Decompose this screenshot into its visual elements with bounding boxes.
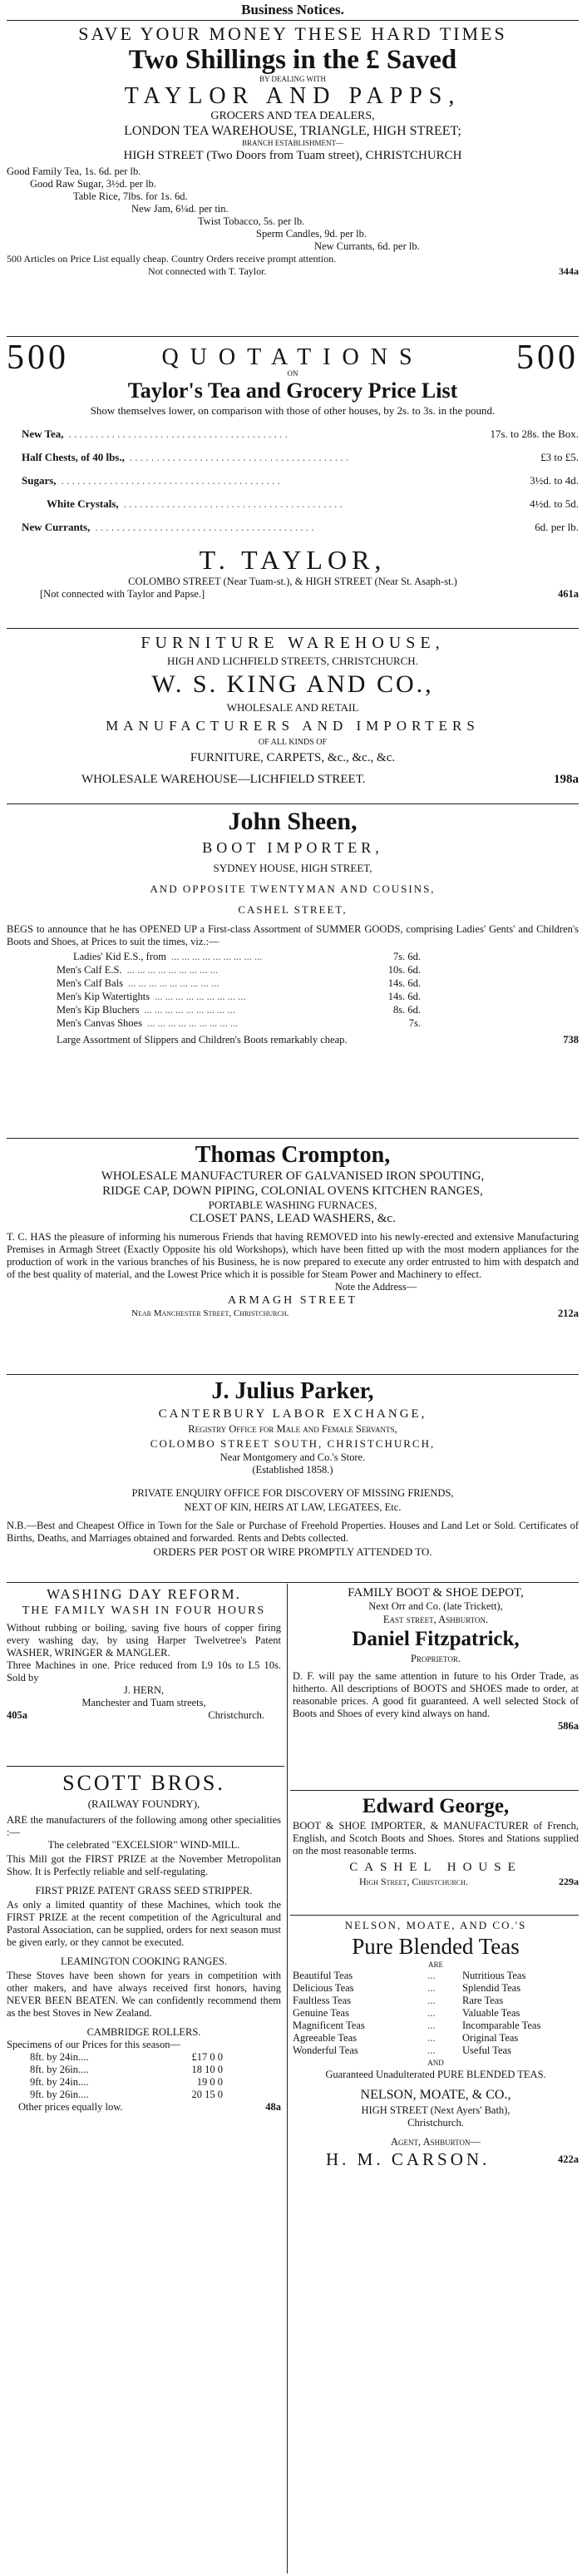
- ad-line: BY DEALING WITH: [259, 75, 326, 83]
- page-header: Business Notices.: [241, 2, 344, 17]
- ad-name: Daniel Fitzpatrick,: [352, 1628, 520, 1650]
- ad-line: Not connected with T. Taylor.: [148, 265, 267, 277]
- divider: [7, 20, 579, 21]
- divider: [7, 1766, 284, 1767]
- price-row: [22, 492, 579, 516]
- divider: [7, 628, 579, 629]
- item-price: 20 15 0: [191, 2089, 223, 2100]
- tea-item: Nutritious Teas: [462, 1970, 526, 1981]
- price-row: [22, 469, 579, 492]
- ad-title: FAMILY BOOT & SHOE DEPOT,: [348, 1586, 524, 1599]
- ad-body: BOOT & SHOE IMPORTER, & MANUFACTURER of French, English, and Scotch Boots and Shoes. Stores and Stations supplied on the most reasonable terms.: [293, 1820, 579, 1857]
- ad-line: Note the Address—: [334, 1281, 417, 1293]
- ad-line: MANUFACTURERS AND IMPORTERS: [106, 718, 480, 734]
- price-line: Sperm Candles, 9d. per lb.: [256, 228, 367, 240]
- quote-number: 500: [516, 339, 579, 377]
- price-table: [7, 950, 579, 1030]
- ad-code: 461a: [558, 588, 579, 600]
- ad-line: J. HERN,: [123, 1684, 165, 1696]
- ad-scott: [7, 1770, 281, 2114]
- item-price: 4½d. to 5d.: [530, 497, 579, 510]
- ad-line: CASHEL HOUSE: [349, 1861, 522, 1874]
- ad-line: Proprietor.: [411, 1653, 461, 1664]
- ad-line: SAVE YOUR MONEY THESE HARD TIMES: [78, 23, 507, 44]
- price-row: [57, 950, 421, 963]
- price-line: Twist Tobacco, 5s. per lb.: [198, 215, 305, 227]
- ad-name: H. M. CARSON.: [326, 2149, 491, 2169]
- ad-line: CAMBRIDGE ROLLERS.: [86, 2026, 201, 2038]
- ad-line: WHOLESALE AND RETAIL: [226, 701, 359, 714]
- ad-code: 229a: [559, 1876, 579, 1887]
- ad-line: OF ALL KINDS OF: [258, 738, 328, 747]
- quote-number: 500: [7, 339, 69, 377]
- ad-line: Specimens of our Prices for this season—: [7, 2039, 180, 2050]
- ad-taylor-papps: [7, 23, 579, 278]
- ad-line: AND: [427, 2059, 444, 2067]
- ad-body: N.B.—Best and Cheapest Office in Town for the Sale or Purchase of Freehold Properties. Houses and Land Let or Sold. Certificates of Births, Deaths, and Marriages obtained and forwarded. Rents and Debts collected.: [7, 1520, 579, 1544]
- tea-item: Magnificent Teas: [293, 2020, 365, 2031]
- item-price: 18 10 0: [191, 2064, 223, 2075]
- price-row: [22, 446, 579, 469]
- ad-line: ON: [287, 369, 298, 378]
- ad-body: Without rubbing or boiling, saving five hours of copper firing every washing day, by using Harper Twelvetree's Patent WASHER, WRINGER & MANGLER.: [7, 1622, 281, 1659]
- divider: [7, 336, 579, 337]
- ad-body: BEGS to announce that he has OPENED UP a First-class Assortment of SUMMER GOODS, comprising Ladies' Gents' and Children's Boots and Shoes, at Prices to suit the times, viz.:—: [7, 923, 579, 947]
- ad-line: NEXT OF KIN, HEIRS AT LAW, LEGATEES, Etc.: [184, 1501, 402, 1513]
- ad-line: RIDGE CAP, DOWN PIPING, COLONIAL OVENS KITCHEN RANGES,: [102, 1184, 483, 1198]
- ad-line: [Not connected with Taylor and Papse.]: [40, 588, 205, 600]
- price-row: [30, 2089, 223, 2101]
- leader-dots: ... ... ... ... ... ... ... ... ...: [126, 964, 219, 976]
- divider: [7, 1138, 579, 1139]
- ad-line: AND OPPOSITE TWENTYMAN AND COUSINS,: [150, 883, 436, 895]
- price-row: [57, 1003, 421, 1016]
- item-name: New Tea,: [22, 428, 64, 440]
- ad-line: PRIVATE ENQUIRY OFFICE FOR DISCOVERY OF MISSING FRIENDS,: [131, 1487, 454, 1499]
- leader-dots: . . . . . . . . . . . . . . . . . . . . . . . . . . . . . . . . . . . . . . . . .: [95, 521, 314, 533]
- price-row: [57, 963, 421, 977]
- ad-line: FURNITURE, CARPETS, &c., &c., &c.: [190, 751, 396, 764]
- ad-line: FURNITURE WAREHOUSE,: [141, 634, 445, 652]
- price-row: [57, 1016, 421, 1030]
- price-line: Table Rice, 7lbs. for 1s. 6d.: [73, 190, 188, 202]
- price-line: New Currants, 6d. per lb.: [314, 240, 420, 252]
- divider: [290, 1790, 579, 1791]
- tea-item: Genuine Teas: [293, 2007, 349, 2019]
- ad-code: 738: [563, 1034, 579, 1046]
- tea-item: Wonderful Teas: [293, 2044, 358, 2056]
- ad-name: Edward George,: [362, 1795, 510, 1817]
- ad-nelson: [293, 1918, 579, 2169]
- ad-line: Manchester and Tuam streets,: [81, 1697, 206, 1708]
- leader-dots: ... ... ... ... ... ... ... ... ...: [155, 991, 246, 1002]
- item-name: Men's Kip Bluchers: [57, 1004, 140, 1016]
- divider: [290, 1915, 579, 1916]
- ad-line: CLOSET PANS, LEAD WASHERS, &c.: [190, 1212, 396, 1225]
- item-name: Men's Calf Bals: [57, 977, 124, 989]
- ad-line: WHOLESALE MANUFACTURER OF GALVANISED IRON SPOUTING,: [101, 1169, 485, 1183]
- item-name: 8ft. by 24in....: [30, 2051, 89, 2063]
- price-row: [30, 2051, 223, 2064]
- ad-code: 198a: [554, 773, 579, 786]
- item-name: White Crystals,: [47, 497, 119, 510]
- ad-body: D. F. will pay the same attention in future to his Order Trade, as hitherto. All descriptions of BOOTS and SHOES made to order, at reasonable prices. A good fit guaranteed. A well selected Stock of Boots and Shoes of every kind always on hand.: [293, 1670, 579, 1719]
- tea-item: Splendid Teas: [462, 1982, 521, 1994]
- ad-name: W. S. KING AND CO.,: [151, 670, 434, 698]
- item-price: £17 0 0: [191, 2051, 223, 2063]
- tea-item: Agreeable Teas: [293, 2032, 357, 2044]
- ad-name: TAYLOR AND PAPPS,: [124, 83, 461, 109]
- price-row: [30, 2064, 223, 2076]
- ad-title: WASHING DAY REFORM.: [47, 1586, 241, 1602]
- price-row: [22, 423, 579, 446]
- tea-item: Valuable Teas: [462, 2007, 520, 2019]
- price-list: [7, 166, 579, 253]
- leader-dots: ... ... ... ... ... ... ... ... ...: [144, 1004, 235, 1016]
- ad-code: 405a: [7, 1709, 27, 1721]
- item-name: Men's Kip Watertights: [57, 991, 150, 1002]
- ad-line: ARE: [428, 1960, 443, 1969]
- ad-line: SYDNEY HOUSE, HIGH STREET,: [213, 862, 372, 874]
- ad-line: HIGH STREET (Two Doors from Tuam street), CHRISTCHURCH: [123, 149, 462, 162]
- item-price: 17s. to 28s. the Box.: [490, 428, 579, 440]
- leader-dots: ... ... ... ... ... ... ... ... ...: [170, 951, 263, 962]
- item-price: £3 to £5.: [540, 451, 579, 463]
- ad-george: [293, 1793, 579, 1888]
- ad-line: 500 Articles on Price List equally cheap. Country Orders receive prompt attention.: [7, 253, 337, 265]
- ad-washing: [7, 1585, 281, 1722]
- ad-sheen: [7, 807, 579, 1046]
- price-row: [22, 516, 579, 539]
- ad-name: J. Julius Parker,: [211, 1378, 374, 1404]
- item-name: Ladies' Kid E.S., from: [73, 951, 166, 962]
- ad-line: Guaranteed Unadulterated PURE BLENDED TEAS.: [325, 2069, 546, 2080]
- ad-headline: Taylor's Tea and Grocery Price List: [127, 378, 458, 403]
- ad-line: COLOMBO STREET SOUTH, CHRISTCHURCH,: [150, 1437, 436, 1450]
- ad-name: SCOTT BROS.: [62, 1771, 225, 1795]
- price-table: [7, 423, 579, 539]
- item-price: 14s. 6d.: [387, 991, 421, 1002]
- price-row: [57, 990, 421, 1003]
- tea-list: [293, 1970, 579, 2057]
- ad-line: (RAILWAY FOUNDRY),: [87, 1797, 200, 1810]
- ad-line: Other prices equally low.: [18, 2101, 123, 2113]
- ad-parker: [7, 1377, 579, 1559]
- tea-list-right: [462, 1970, 579, 2057]
- ad-body: Three Machines in one. Price reduced from L9 10s to L5 10s. Sold by: [7, 1659, 281, 1684]
- price-line: New Jam, 6¼d. per tin.: [131, 203, 229, 215]
- price-row: [30, 2076, 223, 2089]
- ad-line: BOOT IMPORTER,: [202, 839, 383, 856]
- price-row: [57, 977, 421, 990]
- ad-line: PORTABLE WASHING FURNACES,: [208, 1199, 377, 1211]
- item-name: 9ft. by 24in....: [30, 2076, 89, 2088]
- ad-line: GROCERS AND TEA DEALERS,: [210, 110, 375, 122]
- ad-name: John Sheen,: [228, 808, 358, 835]
- leader-dots: . . . . . . . . . . . . . . . . . . . . . . . . . . . . . . . . . . . . . . . . .: [68, 428, 288, 440]
- ad-title: NELSON, MOATE, AND CO.'S: [344, 1919, 527, 1931]
- ad-line: ARMAGH STREET: [227, 1294, 358, 1307]
- ad-line: Show themselves lower, on comparison with those of other houses, by 2s. to 3s. in the pound.: [90, 404, 496, 417]
- item-price: 8s. 6d.: [393, 1004, 421, 1016]
- ad-line: Large Assortment of Slippers and Children's Boots remarkably cheap.: [57, 1034, 348, 1046]
- tea-list-dots: ... ... ... ... ... ... ...: [427, 1970, 436, 2056]
- ad-body: This Mill got the FIRST PRIZE at the November Metropolitan Show. It is Perfectly reliable and self-regulating.: [7, 1853, 281, 1877]
- ad-line: Christchurch.: [208, 1709, 264, 1721]
- ad-headline: Pure Blended Teas: [352, 1934, 520, 1959]
- item-name: 8ft. by 26in....: [30, 2064, 89, 2075]
- ad-line: FIRST PRIZE PATENT GRASS SEED STRIPPER.: [35, 1885, 253, 1896]
- ad-name: T. TAYLOR,: [199, 545, 387, 575]
- ad-line: LONDON TEA WAREHOUSE, TRIANGLE, HIGH STREET;: [124, 124, 461, 138]
- ad-code: 422a: [558, 2153, 579, 2165]
- price-line: Good Raw Sugar, 3½d. per lb.: [30, 178, 156, 190]
- item-price: 7s. 6d.: [393, 951, 421, 962]
- item-price: 19 0 0: [196, 2076, 223, 2088]
- leader-dots: . . . . . . . . . . . . . . . . . . . . . . . . . . . . . . . . . . . . . . . . .: [123, 497, 343, 510]
- ad-king: [7, 632, 579, 789]
- ad-line: Christchurch.: [407, 2117, 464, 2129]
- ad-line: Near Montgomery and Co.'s Store.: [219, 1451, 366, 1463]
- item-name: Sugars,: [22, 474, 57, 487]
- leader-dots: . . . . . . . . . . . . . . . . . . . . . . . . . . . . . . . . . . . . . . . . .: [61, 474, 280, 487]
- ad-line: ORDERS PER POST OR WIRE PROMPTLY ATTENDED TO.: [153, 1545, 432, 1558]
- item-name: 9ft. by 26in....: [30, 2089, 89, 2100]
- tea-item: Faultless Teas: [293, 1995, 352, 2006]
- item-name: New Currants,: [22, 521, 91, 533]
- quote-heading: QUOTATIONS: [161, 344, 424, 370]
- ad-headline: Two Shillings in the £ Saved: [128, 45, 457, 75]
- item-name: Men's Canvas Shoes: [57, 1017, 142, 1029]
- leader-dots: . . . . . . . . . . . . . . . . . . . . . . . . . . . . . . . . . . . . . . . . .: [129, 451, 349, 463]
- ad-line: BRANCH ESTABLISHMENT—: [241, 139, 344, 147]
- item-price: 7s.: [408, 1017, 421, 1029]
- item-price: 3½d. to 4d.: [530, 474, 579, 487]
- ad-fitzpatrick: [293, 1585, 579, 1733]
- price-line: Good Family Tea, 1s. 6d. per lb.: [7, 166, 141, 177]
- ad-body: As only a limited quantity of these Machines, which took the FIRST PRIZE at the recent competition of the Agricultural and Pastoral Association, can be supplied, orders for next season must be given early, or they cannot be executed.: [7, 1899, 281, 1948]
- tea-list-left: [293, 1970, 426, 2057]
- ad-line: (Established 1858.): [252, 1464, 333, 1476]
- item-name: Half Chests, of 40 lbs.,: [22, 451, 125, 463]
- ad-line: WHOLESALE WAREHOUSE—LICHFIELD STREET.: [81, 773, 366, 786]
- ad-code: 212a: [558, 1308, 579, 1319]
- ad-line: COLOMBO STREET (Near Tuam-st.), & HIGH STREET (Near St. Asaph-st.): [128, 576, 457, 587]
- ad-line: CANTERBURY LABOR EXCHANGE,: [158, 1407, 427, 1421]
- ad-line: HIGH AND LICHFIELD STREETS, CHRISTCHURCH.: [167, 655, 418, 667]
- ad-body: ARE the manufacturers of the following among other specialities :—: [7, 1814, 281, 1838]
- item-price: 14s. 6d.: [387, 977, 421, 989]
- column-divider: [287, 1584, 288, 2574]
- divider: [7, 803, 579, 804]
- ad-name: NELSON, MOATE, & CO.,: [360, 2088, 511, 2102]
- ad-code: 344a: [559, 265, 579, 277]
- ad-line: LEAMINGTON COOKING RANGES.: [60, 1955, 228, 1967]
- ad-line: Registry Office for Male and Female Servants,: [188, 1423, 397, 1435]
- tea-item: Delicious Teas: [293, 1982, 354, 1994]
- ad-line: Near Manchester Street, Christchurch.: [131, 1308, 289, 1318]
- item-price: 10s. 6d.: [387, 964, 421, 976]
- ad-line: The celebrated "EXCELSIOR" WIND-MILL.: [47, 1839, 240, 1851]
- ad-line: CASHEL STREET,: [238, 903, 348, 916]
- ad-taylor-price-list: [7, 339, 579, 601]
- leader-dots: ... ... ... ... ... ... ... ... ...: [146, 1017, 239, 1029]
- leader-dots: ... ... ... ... ... ... ... ... ...: [128, 977, 219, 989]
- ad-line: Next Orr and Co. (late Trickett),: [368, 1600, 503, 1612]
- ad-code: 586a: [558, 1720, 579, 1732]
- ad-body: T. C. HAS the pleasure of informing his numerous Friends that having REMOVED into his newly-erected and extensive Manufacturing Premises in Armagh Street (Exactly Opposite his old Workshops), which have been fitted up with the most modern appliances for the production of work in the various branches of his Business, he is now prepared to execute any order entrusted to him with despatch and of the best quality of material, and the Lowest Price which it is possible for Steam Power and Machinery to effect.: [7, 1231, 579, 1280]
- tea-item: Useful Teas: [462, 2044, 511, 2056]
- ad-line: East street, Ashburton.: [382, 1614, 489, 1625]
- ad-line: Agent, Ashburton—: [391, 2136, 481, 2148]
- tea-item: Incomparable Teas: [462, 2020, 541, 2031]
- ad-crompton: [7, 1141, 579, 1320]
- price-table: [7, 2051, 281, 2101]
- tea-item: Beautiful Teas: [293, 1970, 353, 1981]
- ad-code: 48a: [265, 2101, 281, 2113]
- tea-item: Original Teas: [462, 2032, 519, 2044]
- ad-body: These Stoves have been shown for years in competition with other makers, and have always received first honors, having NEVER BEEN BEATEN. We can confidently recommend them as the best Stoves in New Zealand.: [7, 1970, 281, 2019]
- tea-item: Rare Teas: [462, 1995, 504, 2006]
- item-name: Men's Calf E.S.: [57, 964, 122, 976]
- divider: [7, 1582, 579, 1583]
- ad-line: High Street, Christchurch.: [359, 1876, 468, 1887]
- item-price: 6d. per lb.: [535, 521, 579, 533]
- ad-line: HIGH STREET (Next Ayers' Bath),: [361, 2104, 510, 2116]
- ad-line: THE FAMILY WASH IN FOUR HOURS: [22, 1604, 266, 1617]
- divider: [7, 1374, 579, 1375]
- ad-name: Thomas Crompton,: [195, 1142, 391, 1168]
